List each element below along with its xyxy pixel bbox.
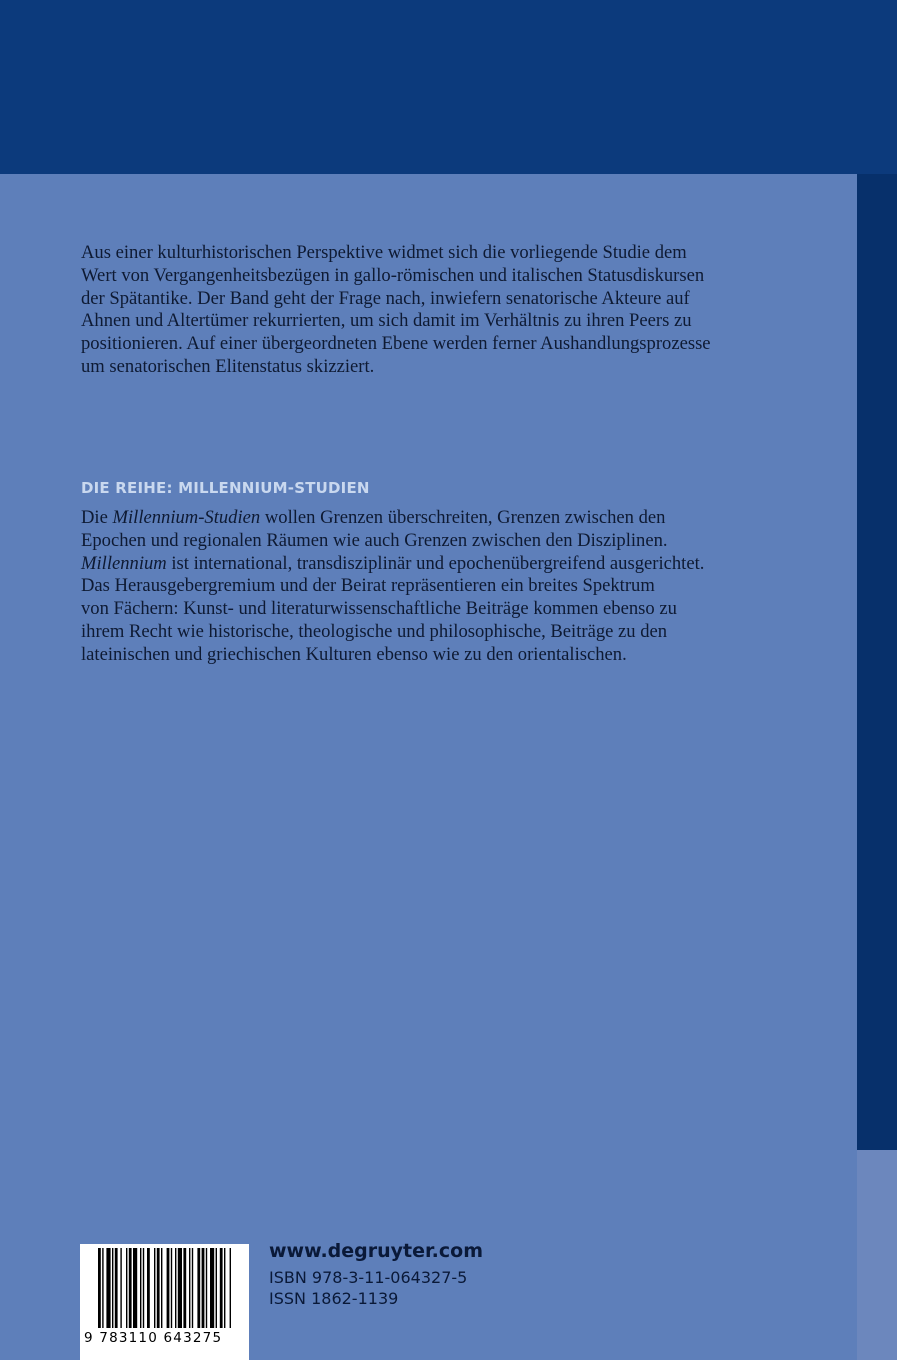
series-line: Das Herausgebergremium und der Beirat repräsentieren ein breites Spektrum xyxy=(81,575,655,597)
barcode-bar xyxy=(143,1248,144,1328)
barcode-bar xyxy=(220,1248,223,1328)
series-text: wollen Grenzen überschreiten, Grenzen zwischen den xyxy=(260,507,666,528)
intro-line: um senatorischen Elitenstatus skizziert. xyxy=(81,355,375,377)
barcode-bar xyxy=(189,1248,190,1328)
series-line: lateinischen und griechischen Kulturen ebenso wie zu den orientalischen. xyxy=(81,643,627,665)
barcode-bar xyxy=(224,1248,225,1328)
intro-line: Aus einer kulturhistorischen Perspektive widmet sich die vorliegende Studie dem xyxy=(81,242,687,263)
barcode-bar xyxy=(120,1248,121,1328)
barcode-bar xyxy=(129,1248,132,1328)
barcode-bar xyxy=(154,1248,155,1328)
isbn-number: ISBN 978-3-11-064327-5 xyxy=(269,1268,468,1287)
issn-number: ISSN 1862-1139 xyxy=(269,1289,399,1308)
barcode-bar xyxy=(98,1248,101,1328)
barcode-bar xyxy=(133,1248,137,1328)
series-line: Epochen und regionalen Räumen wie auch Grenzen zwischen den Disziplinen. xyxy=(81,529,668,551)
intro-line: der Spätantike. Der Band geht der Frage nach, inwiefern senatorische Akteure auf xyxy=(81,287,690,309)
cover-edge-lower xyxy=(857,1150,897,1360)
barcode-bar xyxy=(183,1248,186,1328)
barcode-digits: 9 783110 643275 xyxy=(84,1330,223,1346)
publisher-url[interactable]: www.degruyter.com xyxy=(269,1240,483,1262)
barcode-bar xyxy=(206,1248,207,1328)
barcode-bar xyxy=(171,1248,172,1328)
barcode-bar xyxy=(210,1248,214,1328)
intro-line: Ahnen und Altertümer rekurrierten, um sich damit im Verhältnis zu ihren Peers zu xyxy=(81,310,692,332)
barcode-bar xyxy=(175,1248,176,1328)
series-line: von Fächern: Kunst- und literaturwissenschaftliche Beiträge kommen ebenso zu xyxy=(81,598,677,620)
top-cover-band xyxy=(0,0,897,174)
barcode-bar xyxy=(167,1248,170,1328)
series-heading: DIE REIHE: MILLENNIUM-STUDIEN xyxy=(81,479,370,497)
barcode-bar xyxy=(112,1248,113,1328)
barcode-bar xyxy=(102,1248,103,1328)
series-line: ihrem Recht wie historische, theologische und philosophische, Beiträge zu den xyxy=(81,620,668,642)
series-name-italic: Millennium xyxy=(81,552,167,574)
barcode-bar xyxy=(192,1248,193,1328)
barcode-bar xyxy=(140,1248,141,1328)
barcode-bar xyxy=(115,1248,118,1328)
intro-line: positionieren. Auf einer übergeordneten Ebene werden ferner Aushandlungsprozesse xyxy=(81,333,711,355)
intro-paragraph xyxy=(81,242,781,379)
barcode-bar xyxy=(202,1248,205,1328)
series-text: ist international, transdisziplinär und epochenübergreifend ausgerichtet. xyxy=(166,552,705,574)
series-paragraph xyxy=(81,507,781,667)
intro-line: Wert von Vergangenheitsbezügen in gallo-römischen und italischen Statusdiskursen xyxy=(81,264,705,286)
barcode xyxy=(80,1244,249,1360)
barcode-bar xyxy=(216,1248,217,1328)
series-text: Die xyxy=(81,507,113,528)
barcode-bar xyxy=(126,1248,127,1328)
barcode-bar xyxy=(147,1248,150,1328)
series-line xyxy=(81,507,781,530)
barcode-bar xyxy=(230,1248,231,1328)
series-line xyxy=(81,553,781,576)
barcode-bar xyxy=(161,1248,162,1328)
barcode-bar xyxy=(106,1248,110,1328)
barcode-bar xyxy=(178,1248,182,1328)
series-title-italic: Millennium-Studien xyxy=(112,507,261,528)
barcode-bar xyxy=(157,1248,160,1328)
barcode-bar xyxy=(197,1248,200,1328)
barcode-bars xyxy=(80,1244,249,1334)
cover-edge-shadow xyxy=(857,174,897,1150)
